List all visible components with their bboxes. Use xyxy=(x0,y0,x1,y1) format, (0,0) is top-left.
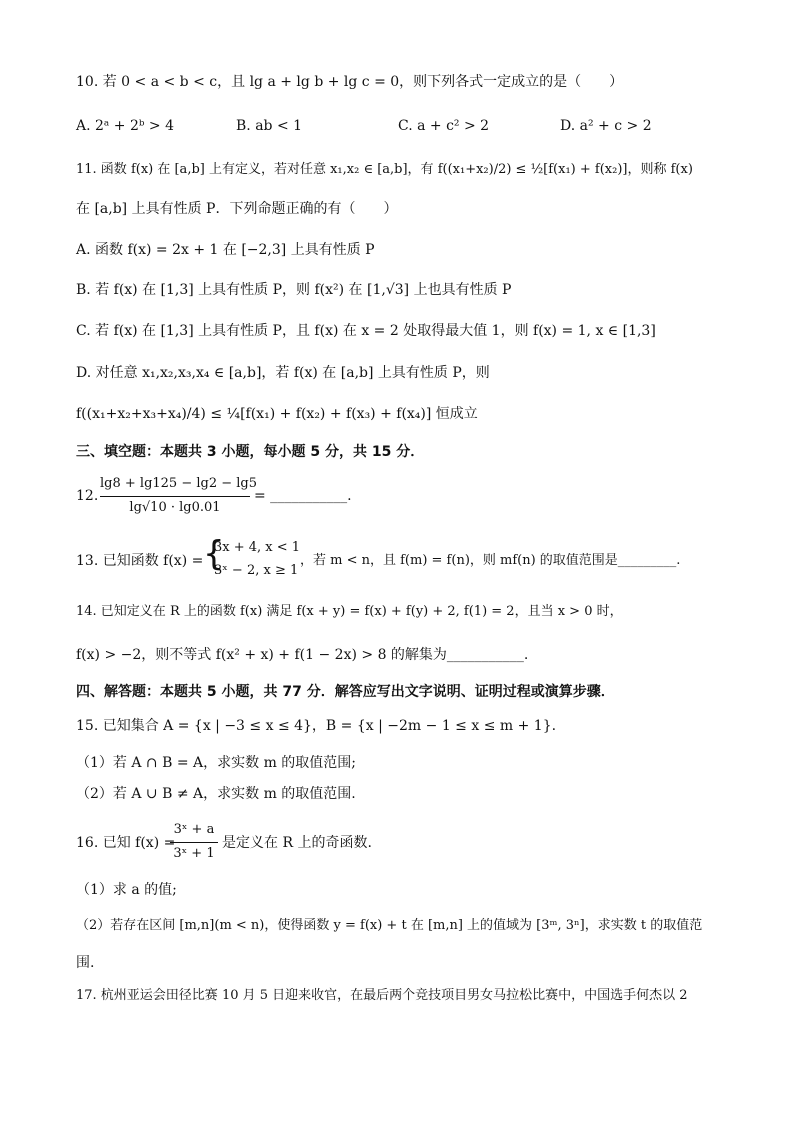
question-10-option-b: B. ab < 1 xyxy=(236,118,303,134)
question-11-option-c: C. 若 f(x) 在 [1,3] 上具有性质 P，且 f(x) 在 x = 2 处取得最大值 1，则 f(x) = 1, x ∈ [1,3] xyxy=(76,323,656,339)
question-16-fraction-bar xyxy=(170,842,218,843)
question-16-part-1: （1）求 a 的值; xyxy=(76,882,177,898)
question-12-answer-blank: = ___________. xyxy=(254,488,352,504)
section-4-heading: 四、解答题：本题共 5 小题，共 77 分．解答应写出文字说明、证明过程或演算步骤． xyxy=(76,684,615,700)
question-14: 14. 已知定义在 R 上的函数 f(x) 满足 f(x + y) = f(x) + f(y) + 2, f(1) = 2，且当 x > 0 时， xyxy=(76,604,623,619)
question-11-stem: 11. 函数 f(x) 在 [a,b] 上有定义，若对任意 x₁,x₂ ∈ [a,b]，有 f((x₁+x₂)/2) ≤ ½[f(x₁) + f(x₂)]，则称 f(x) xyxy=(76,162,693,177)
question-16-part-2-cont: 围. xyxy=(76,955,95,971)
question-12-numerator: lg8 + lg125 − lg2 − lg5 xyxy=(100,476,258,491)
question-11-option-b: B. 若 f(x) 在 [1,3] 上具有性质 P，则 f(x²) 在 [1,√3] 上也具有性质 P xyxy=(76,282,512,298)
question-16-prefix: 16. 已知 f(x) = xyxy=(76,835,176,851)
question-11-option-d: D. 对任意 x₁,x₂,x₃,x₄ ∈ [a,b]，若 f(x) 在 [a,b] 上具有性质 P，则 xyxy=(76,365,490,381)
question-11-option-d-formula: f((x₁+x₂+x₃+x₄)/4) ≤ ¼[f(x₁) + f(x₂) + f(x₃) + f(x₄)] 恒成立 xyxy=(76,406,478,422)
question-10-option-d: D. a² + c > 2 xyxy=(560,118,652,134)
question-16-numerator: 3ˣ + a xyxy=(173,822,215,837)
question-15-part-2: （2）若 A ∪ B ≠ A，求实数 m 的取值范围. xyxy=(76,786,356,802)
question-10: 10. 若 0 < a < b < c，且 lg a + lg b + lg c = 0，则下列各式一定成立的是（ ） xyxy=(76,74,624,90)
question-11-option-a: A. 函数 f(x) = 2x + 1 在 [−2,3] 上具有性质 P xyxy=(76,242,375,258)
question-13-case-2: 3ˣ − 2, x ≥ 1 xyxy=(214,563,299,578)
question-14-cont: f(x) > −2，则不等式 f(x² + x) + f(1 − 2x) > 8 的解集为___________. xyxy=(76,647,529,663)
question-10-option-c: C. a + c² > 2 xyxy=(398,118,490,134)
question-13-suffix: ，若 m < n，且 f(m) = f(n)，则 mf(n) 的取值范围是_________. xyxy=(300,553,681,568)
question-12-denominator: lg√10 · lg0.01 xyxy=(129,500,221,515)
question-11-stem-cont: 在 [a,b] 上具有性质 P．下列命题正确的有（ ） xyxy=(76,201,398,217)
question-15-part-1: （1）若 A ∩ B = A，求实数 m 的取值范围; xyxy=(76,755,357,771)
question-15: 15. 已知集合 A = {x | −3 ≤ x ≤ 4}，B = {x | −2m − 1 ≤ x ≤ m + 1}. xyxy=(76,718,557,734)
question-13-brace: { xyxy=(203,534,225,574)
question-17: 17. 杭州亚运会田径比赛 10 月 5 日迎来收官，在最后两个竞技项目男女马拉松比赛中，中国选手何杰以 2 xyxy=(76,988,688,1003)
question-16-suffix: 是定义在 R 上的奇函数. xyxy=(222,835,372,851)
question-16-part-2: （2）若存在区间 [m,n](m < n)，使得函数 y = f(x) + t 在 [m,n] 上的值域为 [3ᵐ, 3ⁿ]，求实数 t 的取值范 xyxy=(76,918,703,933)
question-12-fraction-bar xyxy=(100,496,250,497)
question-13-prefix: 13. 已知函数 f(x) = xyxy=(76,553,204,569)
question-16-denominator: 3ˣ + 1 xyxy=(173,846,215,861)
question-13-case-1: 3x + 4, x < 1 xyxy=(214,540,301,555)
question-12-number: 12. xyxy=(76,488,99,504)
question-10-option-a: A. 2ᵃ + 2ᵇ > 4 xyxy=(76,118,174,134)
section-3-heading: 三、填空题：本题共 3 小题，每小题 5 分，共 15 分． xyxy=(76,444,425,460)
